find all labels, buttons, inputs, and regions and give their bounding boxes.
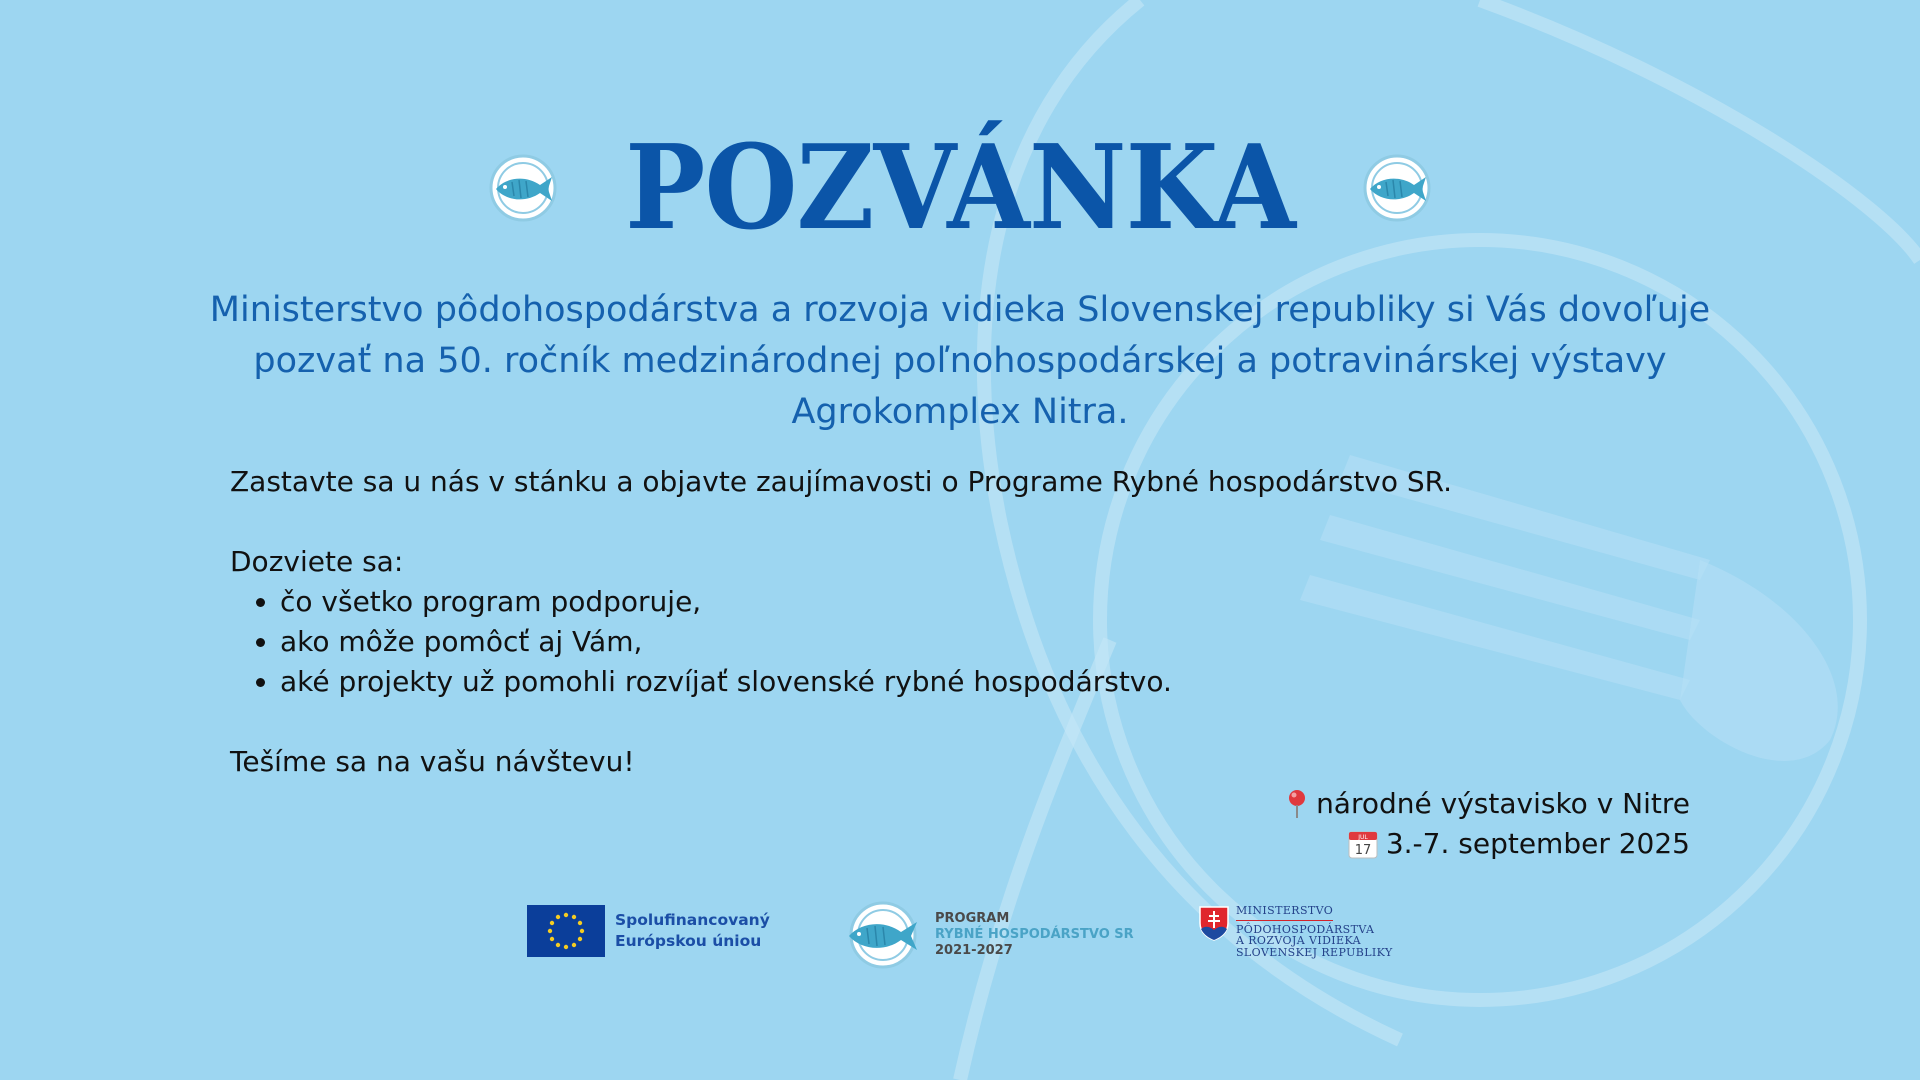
ministry-logo — [1198, 905, 1393, 958]
slovak-coat-of-arms-icon — [1198, 905, 1230, 941]
fish-badge-icon — [1362, 153, 1432, 223]
list-item: • aké projekty už pomohli rozvíjať slovenské rybné hospodárstvo. — [280, 662, 1690, 702]
program-line-2: RYBNÉ HOSPODÁRSTVO SR — [935, 927, 1134, 942]
eu-flag-icon — [527, 905, 605, 957]
stand-text: Zastavte sa u nás v stánku a objavte zaujímavosti o Programe Rybné hospodárstvo SR. — [230, 465, 1453, 498]
calendar-day: 17 — [1354, 843, 1372, 858]
pin-icon — [1286, 789, 1308, 819]
ministry-logo-text — [1236, 905, 1393, 958]
learn-heading: Dozviete sa: — [230, 545, 404, 578]
date-text: 3.-7. september 2025 — [1385, 827, 1690, 860]
program-line-1: PROGRAM — [935, 911, 1010, 926]
invitation-body — [230, 462, 1690, 782]
title-row — [0, 118, 1920, 258]
logo-strip — [0, 900, 1920, 970]
ministry-line-4: SLOVENSKEJ REPUBLIKY — [1236, 945, 1393, 959]
eu-logo — [527, 905, 770, 957]
program-logo — [845, 900, 1134, 970]
eu-line-1: Spolufinancovaný — [615, 911, 770, 929]
closing-text: Tešíme sa na vašu návštevu! — [230, 745, 635, 778]
ministry-line-1: MINISTERSTVO — [1236, 905, 1333, 921]
event-info — [1286, 784, 1690, 864]
location-row — [1286, 784, 1690, 824]
fish-badge-icon — [845, 900, 921, 970]
bullet-list — [230, 582, 1690, 702]
eu-logo-text — [615, 910, 770, 952]
program-logo-text — [935, 911, 1134, 959]
intro-text: Ministerstvo pôdohospodárstva a rozvoja vidieka Slovenskej republiky si Vás dovoľuje pozvať na 50. ročník medzinárodnej poľnohospodárskej a potravinárskej výstavy Agrokomplex Nitra. — [209, 290, 1711, 432]
list-item: • čo všetko program podporuje, — [280, 582, 1690, 622]
calendar-icon — [1348, 829, 1378, 859]
date-row — [1286, 824, 1690, 864]
page-title: POZVÁNKA — [625, 120, 1295, 256]
list-item: • ako môže pomôcť aj Vám, — [280, 622, 1690, 662]
ministry-line-3: A ROZVOJA VIDIEKA — [1236, 934, 1362, 947]
calendar-month: JUL — [1358, 834, 1368, 841]
ministry-line-2: PÔDOHOSPODÁRSTVA — [1236, 922, 1375, 936]
location-text: národné výstavisko v Nitre — [1316, 787, 1690, 820]
fish-badge-icon — [488, 153, 558, 223]
eu-line-2: Európskou úniou — [615, 932, 762, 950]
program-line-3: 2021-2027 — [935, 943, 1013, 958]
